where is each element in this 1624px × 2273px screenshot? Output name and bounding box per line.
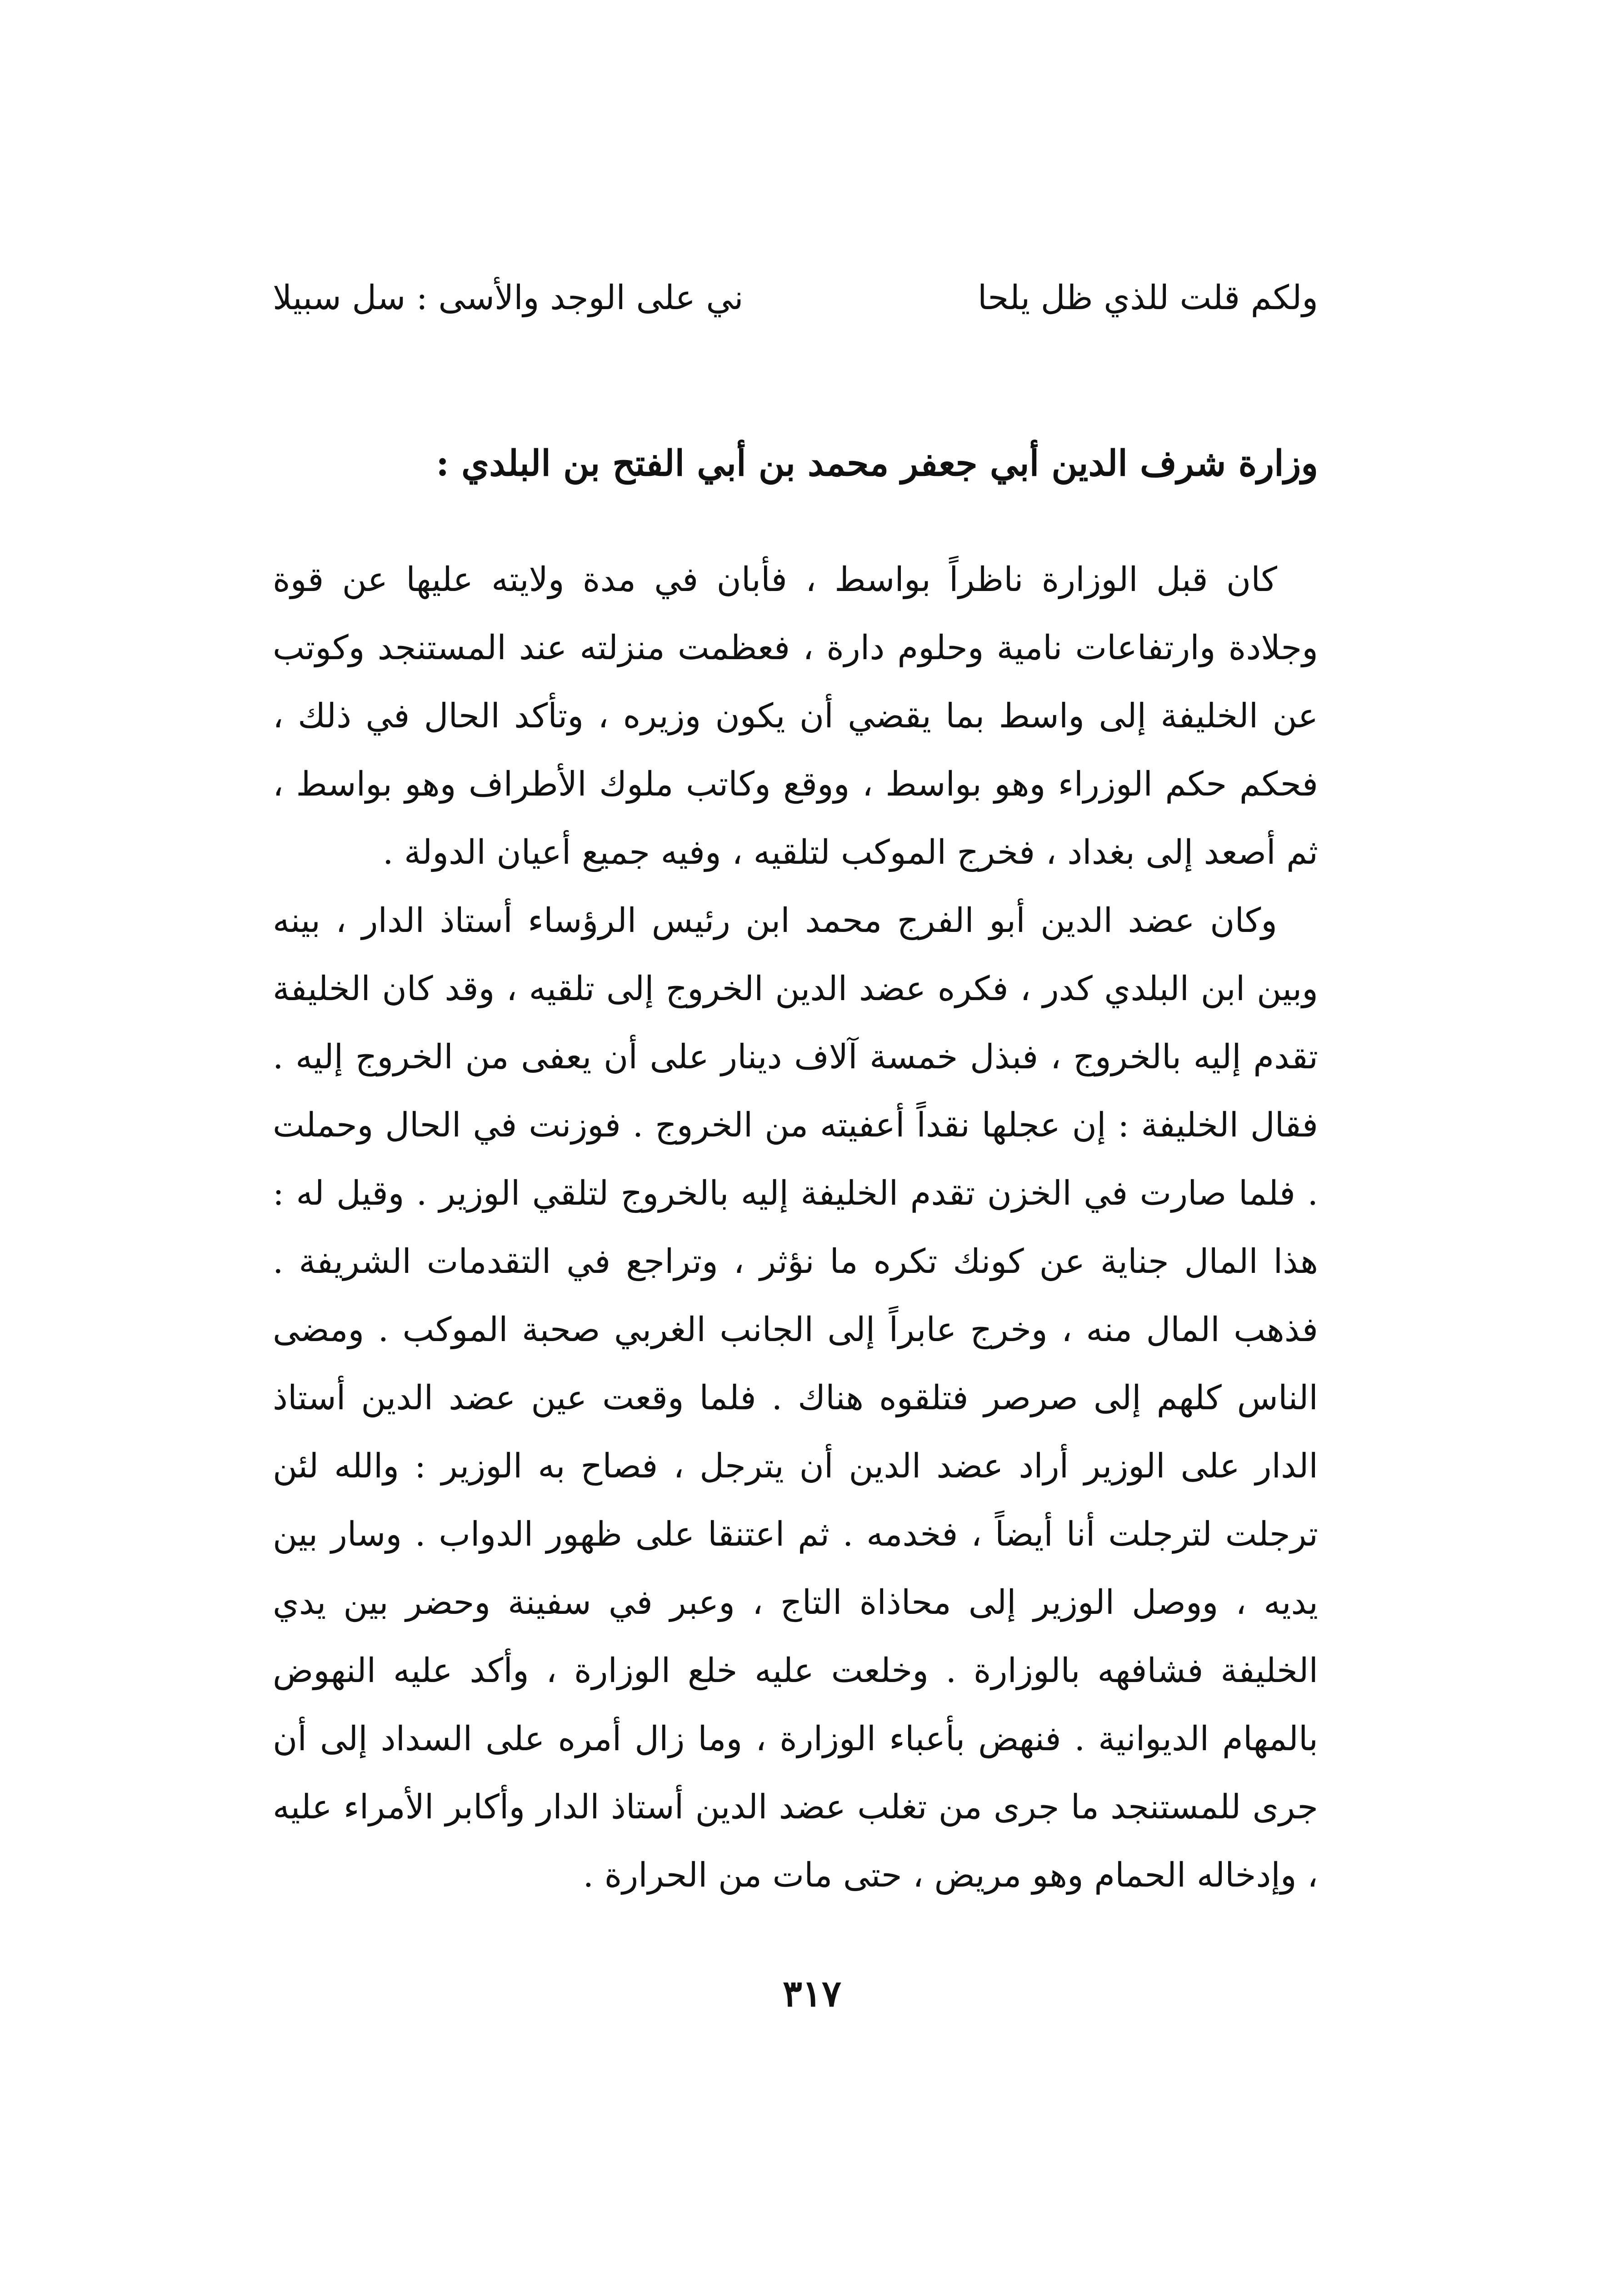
section-heading: وزارة شرف الدين أبي جعفر محمد بن أبي الفتح بن البلدي : bbox=[436, 443, 1318, 484]
verse-second-hemistich: ني على الوجد والأسى : سل سبيلا bbox=[273, 278, 744, 317]
poetry-verse bbox=[273, 273, 1318, 323]
verse-first-hemistich: ولكم قلت للذي ظل يلحا bbox=[977, 278, 1318, 317]
paragraph: وكان عضد الدين أبو الفرج محمد ابن رئيس الرؤساء أستاذ الدار ، بينه وبين ابن البلدي كدر ، فكره عضد الدين الخروج إلى تلقيه ، وقد كان الخليفة تقدم إليه بالخروج ، فبذل خمسة آلاف دينار على أن يعفى من الخروج إليه . فقال الخليفة : إن عجلها نقداً أعفيته من الخروج . فوزنت في الحال وحملت . فلما صارت في الخزن تقدم الخليفة إليه بالخروج لتلقي الوزير . وقيل له : هذا المال جناية عن كونك تكره ما نؤثر ، وتراجع في التقدمات الشريفة . فذهب المال منه ، وخرج عابراً إلى الجانب الغربي صحبة الموكب . ومضى الناس كلهم إلى صرصر فتلقوه هناك . فلما وقعت عين عضد الدين أستاذ الدار على الوزير أراد عضد الدين أن يترجل ، فصاح به الوزير : والله لئن ترجلت لترجلت أنا أيضاً ، فخدمه . ثم اعتنقا على ظهور الدواب . وسار بين يديه ، ووصل الوزير إلى محاذاة التاج ، وعبر في سفينة وحضر بين يدي الخليفة فشافهه بالوزارة . وخلعت عليه خلع الوزارة ، وأكد عليه النهوض بالمهام الديوانية . فنهض بأعباء الوزارة ، وما زال أمره على السداد إلى أن جرى للمستنجد ما جرى من تغلب عضد الدين أستاذ الدار وأكابر الأمراء عليه ، وإدخاله الحمام وهو مريض ، حتى مات من الحرارة . bbox=[273, 901, 1319, 1895]
page-number: ٣١٧ bbox=[783, 1972, 841, 2015]
paragraph: كان قبل الوزارة ناظراً بواسط ، فأبان في مدة ولايته عليها عن قوة وجلادة وارتفاعات نامية وحلوم دارة ، فعظمت منزلته عند المستنجد وكوتب عن الخليفة إلى واسط بما يقضي أن يكون وزيره ، وتأكد الحال في ذلك ، فحكم حكم الوزراء وهو بواسط ، ووقع وكاتب ملوك الأطراف وهو بواسط ، ثم أصعد إلى بغداد ، فخرج الموكب لتلقيه ، وفيه جميع أعيان الدولة . bbox=[273, 560, 1318, 872]
body-text bbox=[273, 546, 1318, 1909]
